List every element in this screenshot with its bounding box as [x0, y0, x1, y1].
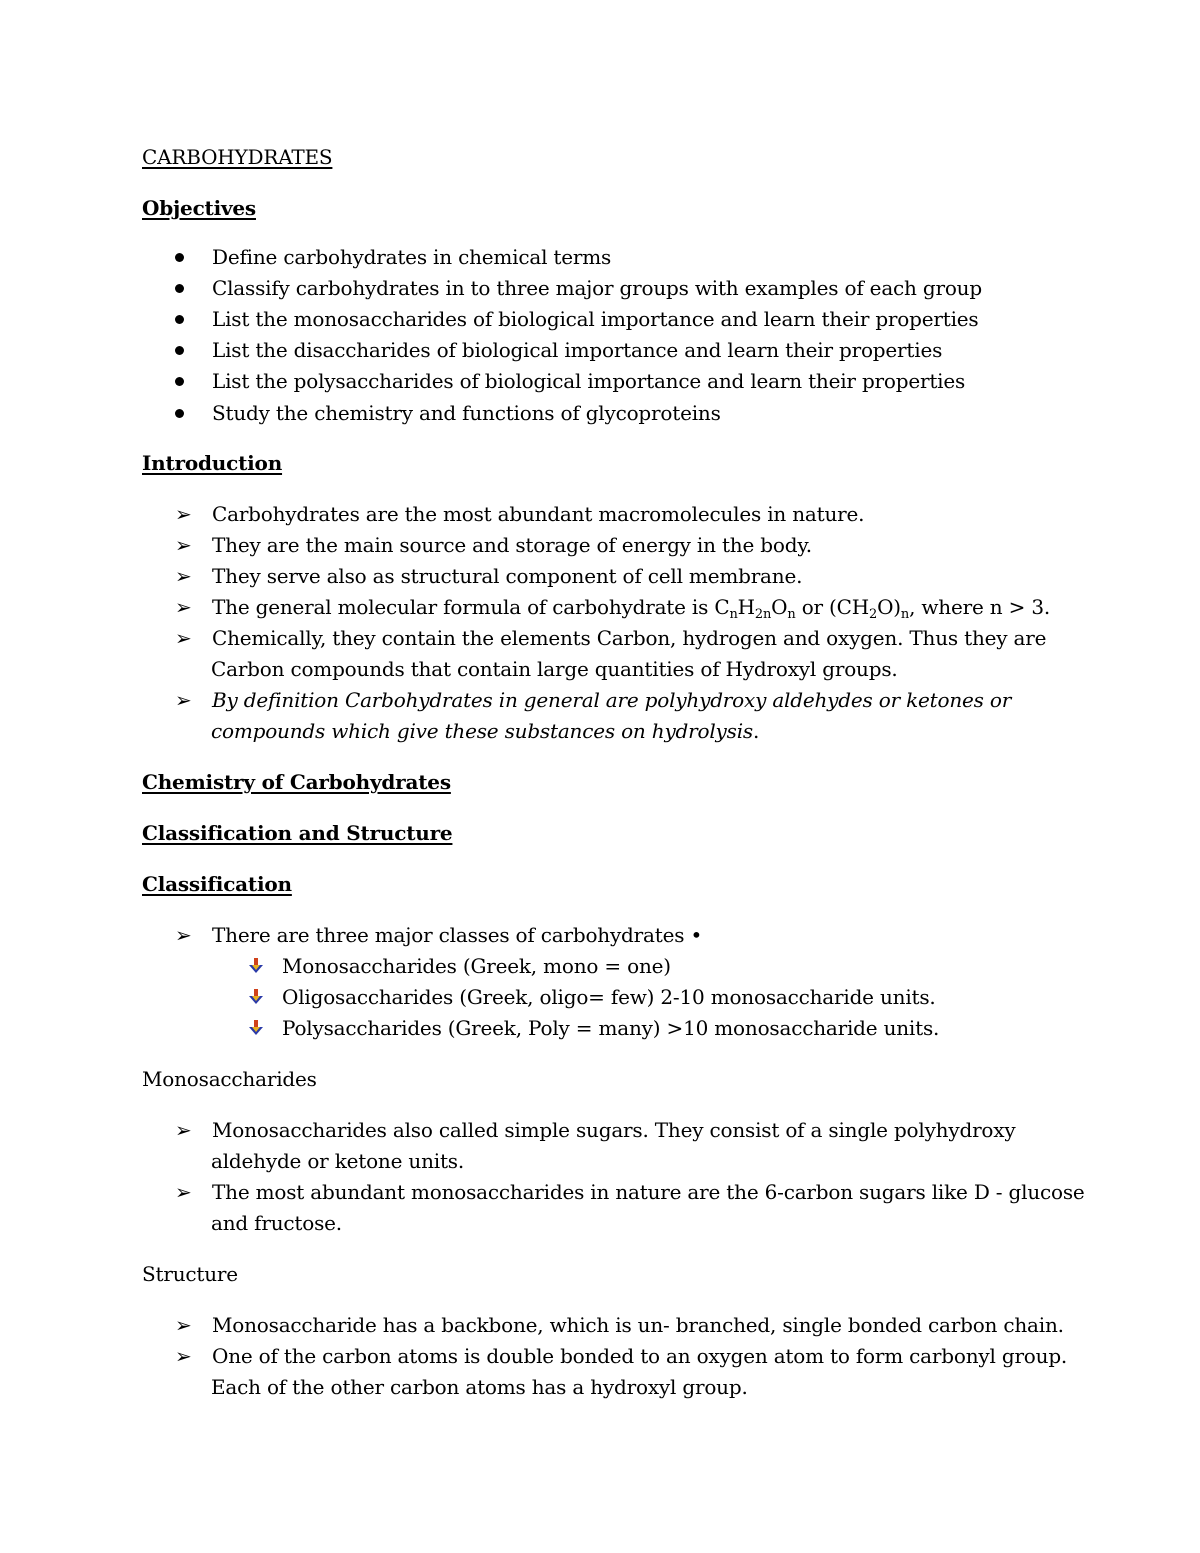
bullet-icon [175, 377, 184, 386]
bullet-icon [175, 284, 184, 293]
bullet-icon [175, 253, 184, 262]
arrow-bullet-icon: ➢ [175, 688, 192, 712]
document-page: CARBOHYDRATES Objectives Define carbohydrates in chemical terms Classify carbohydrates in to three major groups with examples of each group List the monosaccharides of biological importance and learn their properties List the disaccharides of biological importance and learn their properties List the polysaccharides of biological importance and learn their properties Study the chemistry and functions of glycoproteins Introduction ➢ Carbohydrates are the most abundant macromolecules in nature. ➢ They are the main source and storage of energy in the body. ➢ They serve also as structural component of cell membrane. ➢ The general molecular formula of carbohydrate is $C_nH_{2n}O_n$ or $(CH_2O)_n$, where n > 3. ➢ Chemically, they contain the elements Carbon, hydrogen and oxygen. Thus they are Carbon compounds that contain large quantities of Hydroxyl groups. ➢ By definition Carbohydrates in general are polyhydroxy aldehydes or ketones or compounds which give these substances on hydrolysis. Chemistry of Carbohydrates Classification and Structure Classification ➢ There are three major classes of carbohydrates • Monosaccharides (Greek, mono = one) Oligosaccharides (Greek, oligo= few) 2-10 monosaccharide units. Polysaccharides (Greek, Poly = many) >10 monosaccharide units. Monosaccharides ➢ Monosaccharides also called simple sugars. They consist of a single polyhydroxy aldehyde or ketone units. ➢ The most abundant monosaccharides in nature are the 6-carbon sugars like D - glucose and fructose. Structure ➢ Monosaccharide has a backbone, which is un- branched, single bonded carbon chain. ➢ One of the carbon atoms is double bonded to an oxygen atom to form carbonyl group. Each of the other carbon atoms has a hydroxyl group. [142, 145, 1085, 1399]
arrow-bullet-icon: ➢ [175, 1180, 192, 1204]
bullet-icon [175, 346, 184, 355]
bullet-icon [175, 409, 184, 418]
arrow-bullet-icon: ➢ [175, 595, 192, 619]
arrow-bullet-icon: ➢ [175, 923, 192, 947]
arrow-bullet-icon: ➢ [175, 502, 192, 526]
arrow-bullet-icon: ➢ [175, 1344, 192, 1368]
down-arrow-icon [246, 1019, 266, 1037]
monosaccharide-item-continuation: and fructose. [211, 1211, 342, 1235]
structure-item-continuation: Each of the other carbon atoms has a hydroxyl group. [211, 1375, 748, 1399]
intro-item-definition-continuation: compounds which give these substances on hydrolysis. [211, 719, 760, 743]
document-title: CARBOHYDRATES [142, 145, 333, 169]
structure-heading: Structure [142, 1262, 238, 1286]
chemistry-heading: Chemistry of Carbohydrates [142, 770, 451, 794]
down-arrow-icon [246, 957, 266, 975]
classification-heading: Classification [142, 872, 292, 896]
classification-structure-heading: Classification and Structure [142, 821, 453, 845]
molecular-formula-text: The general molecular formula of carbohydrate is $C_nH_{2n}O_n$ or $(CH_2O)_n$, where n > 3. [212, 595, 1051, 622]
arrow-bullet-icon: ➢ [175, 1118, 192, 1142]
arrow-bullet-icon: ➢ [175, 1313, 192, 1337]
arrow-bullet-icon: ➢ [175, 533, 192, 557]
monosaccharide-item-continuation: aldehyde or ketone units. [211, 1149, 465, 1173]
intro-item-continuation: Carbon compounds that contain large quantities of Hydroxyl groups. [211, 657, 898, 681]
introduction-heading: Introduction [142, 451, 283, 475]
arrow-bullet-icon: ➢ [175, 564, 192, 588]
bullet-icon [175, 315, 184, 324]
down-arrow-icon [246, 988, 266, 1006]
arrow-bullet-icon: ➢ [175, 626, 192, 650]
objectives-heading: Objectives [142, 196, 256, 220]
monosaccharides-heading: Monosaccharides [142, 1067, 317, 1091]
